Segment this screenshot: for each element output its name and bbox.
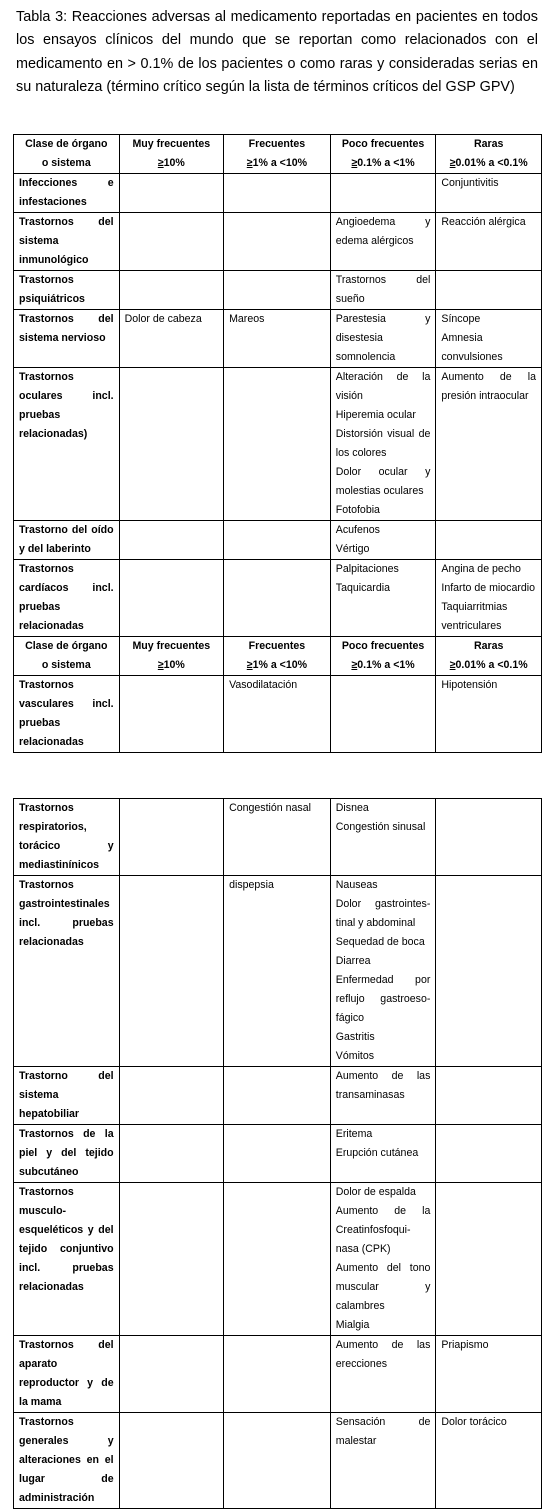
adverse-reaction: Reacción alérgica <box>441 216 526 228</box>
table-row <box>14 1183 542 1336</box>
frequency-cell-frec <box>224 876 331 1067</box>
frequency-cell-raras <box>436 521 542 560</box>
table-row <box>14 1336 542 1413</box>
adverse-reaction: Palpitaciones <box>335 563 399 575</box>
frequency-cell-frec <box>224 1336 331 1413</box>
column-header <box>330 637 436 676</box>
column-header <box>14 135 120 174</box>
table-row <box>14 560 542 637</box>
frequency-cell-frec <box>224 1125 331 1183</box>
table-row <box>14 213 542 271</box>
organ-class-cell: Trastorno del sistema hepatobiliar <box>14 1067 120 1125</box>
organ-class-cell: Trastorno del oído y del laberinto <box>14 521 120 560</box>
table-row <box>14 174 542 213</box>
adverse-reaction: Taquiarritmias ventriculares <box>441 601 508 632</box>
frequency-cell-poco <box>330 1183 436 1336</box>
organ-class-cell: Trastornos generales y alteraciones en el lugar de administración <box>14 1413 120 1509</box>
frequency-cell-poco <box>330 560 436 637</box>
adverse-reaction: Sequedad de boca <box>335 936 425 948</box>
adverse-reaction: Hipotensión <box>441 679 498 691</box>
adverse-reaction: dispepsia <box>229 879 274 891</box>
column-header-range <box>441 656 536 675</box>
adverse-reaction: Vértigo <box>335 543 370 555</box>
adverse-reaction: Dolor torácico <box>441 1416 507 1428</box>
frequency-cell-raras <box>436 368 542 521</box>
frequency-cell-poco <box>330 368 436 521</box>
frequency-cell-frec <box>224 1413 331 1509</box>
frequency-cell-raras <box>436 1125 542 1183</box>
frequency-cell-frec <box>224 271 331 310</box>
table-header-row <box>14 135 542 174</box>
adverse-reactions-table-part-2 <box>13 798 542 1509</box>
column-header <box>436 637 542 676</box>
frequency-cell-raras <box>436 1336 542 1413</box>
adverse-reaction: Mareos <box>229 313 265 325</box>
adverse-reaction: Aumento de la presión intraocular <box>441 371 536 402</box>
range-symbol: ≥ <box>157 157 164 169</box>
organ-class-cell: Trastornos oculares incl. pruebas relacionadas) <box>14 368 120 521</box>
frequency-cell-frec <box>224 368 331 521</box>
organ-class-cell: Trastornos cardíacos incl. pruebas relacionadas <box>14 560 120 637</box>
range-text: 1% a <10% <box>252 659 308 671</box>
frequency-cell-muy <box>119 368 223 521</box>
column-header-title: Muy frecuentes <box>132 138 211 150</box>
frequency-cell-poco <box>330 1413 436 1509</box>
adverse-reaction: Eritema <box>335 1128 373 1140</box>
frequency-cell-poco <box>330 1336 436 1413</box>
range-symbol: ≥ <box>449 157 456 169</box>
adverse-reaction: Trastornos del sueño <box>335 274 431 305</box>
frequency-cell-poco <box>330 271 436 310</box>
adverse-reaction: Erupción cutánea <box>335 1147 419 1159</box>
frequency-cell-poco <box>330 876 436 1067</box>
frequency-cell-muy <box>119 310 223 368</box>
table-row <box>14 310 542 368</box>
table-row <box>14 1125 542 1183</box>
adverse-reaction: Mialgia <box>335 1319 370 1331</box>
frequency-cell-muy <box>119 1413 223 1509</box>
column-header <box>119 135 223 174</box>
frequency-cell-muy <box>119 799 223 876</box>
frequency-cell-frec <box>224 521 331 560</box>
range-text: 0.1% a <1% <box>357 157 415 169</box>
adverse-reaction: Acufenos <box>335 524 380 536</box>
organ-class-cell: Trastornos de la piel y del tejido subcutáneo <box>14 1125 120 1183</box>
frequency-cell-raras <box>436 271 542 310</box>
frequency-cell-frec <box>224 676 331 753</box>
column-header-title: Clase de órgano <box>25 138 108 150</box>
table-caption: Tabla 3: Reacciones adversas al medicamento reportadas en pacientes en todos los ensayos clínicos del mundo que se reportan como relacionados con el medicamento en > 0.1% de los pacientes o como raras y consideradas serias en su naturaleza (término crítico según la lista de términos críticos del GSP GPV) <box>16 9 538 96</box>
range-symbol: ≥ <box>449 659 456 671</box>
frequency-cell-poco <box>330 310 436 368</box>
table-row <box>14 676 542 753</box>
adverse-reaction: Priapismo <box>441 1339 489 1351</box>
adverse-reaction: convulsiones <box>441 351 503 363</box>
range-symbol: ≥ <box>246 659 253 671</box>
column-header-title: Poco frecuentes <box>341 640 425 652</box>
column-header-subtitle: o sistema <box>41 157 91 169</box>
frequency-cell-poco <box>330 1067 436 1125</box>
frequency-cell-frec <box>224 213 331 271</box>
frequency-cell-muy <box>119 174 223 213</box>
adverse-reaction: Nauseas <box>335 879 378 891</box>
column-header-range <box>125 154 218 173</box>
frequency-cell-raras <box>436 876 542 1067</box>
column-header-title: Muy frecuentes <box>132 640 211 652</box>
frequency-cell-muy <box>119 1125 223 1183</box>
column-header-title: Clase de órgano <box>25 640 108 652</box>
column-header-range <box>125 656 218 675</box>
frequency-cell-muy <box>119 676 223 753</box>
adverse-reaction: Gastritis <box>335 1031 375 1043</box>
organ-class-cell: Trastornos respiratorios, torácico y mediastinínicos <box>14 799 120 876</box>
table-row <box>14 271 542 310</box>
range-text: 0.01% a <0.1% <box>455 659 528 671</box>
frequency-cell-frec <box>224 174 331 213</box>
frequency-cell-poco <box>330 1125 436 1183</box>
frequency-cell-raras <box>436 310 542 368</box>
table-row <box>14 368 542 521</box>
column-header <box>224 135 331 174</box>
adverse-reaction: Aumento del tono muscular y calambres <box>335 1262 431 1312</box>
frequency-cell-raras <box>436 1067 542 1125</box>
table-row <box>14 1413 542 1509</box>
column-header-range <box>229 154 325 173</box>
adverse-reaction: Aumento de las transaminasas <box>335 1070 431 1101</box>
frequency-cell-muy <box>119 876 223 1067</box>
frequency-cell-poco <box>330 676 436 753</box>
adverse-reaction: Distorsión visual de los colores <box>335 428 431 459</box>
adverse-reaction: Dolor ocular y molestias oculares <box>335 466 431 497</box>
range-text: 1% a <10% <box>252 157 308 169</box>
column-header <box>436 135 542 174</box>
column-header <box>119 637 223 676</box>
frequency-cell-muy <box>119 1067 223 1125</box>
adverse-reaction: Infarto de miocardio <box>441 582 536 594</box>
frequency-cell-muy <box>119 1183 223 1336</box>
adverse-reaction: Dolor de cabeza <box>124 313 202 325</box>
organ-class-cell: Infecciones e infestaciones <box>14 174 120 213</box>
frequency-cell-frec <box>224 799 331 876</box>
column-header <box>14 637 120 676</box>
adverse-reaction: Parestesia y disestesia <box>335 313 431 344</box>
adverse-reaction: Fotofobia <box>335 504 380 516</box>
adverse-reaction: somnolencia <box>335 351 396 363</box>
organ-class-cell: Trastornos del sistema nervioso <box>14 310 120 368</box>
table-row <box>14 521 542 560</box>
organ-class-cell: Trastornos del sistema inmunológico <box>14 213 120 271</box>
frequency-cell-poco <box>330 521 436 560</box>
frequency-cell-poco <box>330 799 436 876</box>
adverse-reaction: Diarrea <box>335 955 371 967</box>
organ-class-cell: Trastornos psiquiátricos <box>14 271 120 310</box>
range-symbol: ≥ <box>351 157 358 169</box>
adverse-reaction: Congestión nasal <box>229 802 311 814</box>
column-header <box>330 135 436 174</box>
column-header-title: Poco frecuentes <box>341 138 425 150</box>
organ-class-cell: Trastornos musculo-esqueléticos y del tejido conjuntivo incl. pruebas relacionadas <box>14 1183 120 1336</box>
frequency-cell-muy <box>119 271 223 310</box>
frequency-cell-frec <box>224 1067 331 1125</box>
adverse-reaction: Taquicardia <box>335 582 390 594</box>
adverse-reaction: Disnea <box>335 802 369 814</box>
column-header-range <box>229 656 325 675</box>
adverse-reaction: Amnesia <box>441 332 483 344</box>
column-header-title: Raras <box>473 138 504 150</box>
organ-class-cell: Trastornos gastrointestinales incl. pruebas relacionadas <box>14 876 120 1067</box>
frequency-cell-frec <box>224 310 331 368</box>
adverse-reaction: Angioedema y edema alérgicos <box>335 216 431 247</box>
table-row <box>14 799 542 876</box>
adverse-reaction: Vasodilatación <box>229 679 298 691</box>
frequency-cell-muy <box>119 521 223 560</box>
table-row <box>14 876 542 1067</box>
column-header-range <box>336 656 431 675</box>
range-text: 10% <box>163 659 185 671</box>
frequency-cell-poco <box>330 174 436 213</box>
adverse-reaction: Dolor gastrointes-tinal y abdominal <box>335 898 431 929</box>
adverse-reaction: Angina de pecho <box>441 563 521 575</box>
adverse-reaction: Alteración de la visión <box>335 371 431 402</box>
column-header-range <box>441 154 536 173</box>
adverse-reaction: Conjuntivitis <box>441 177 499 189</box>
range-text: 10% <box>163 157 185 169</box>
frequency-cell-raras <box>436 1183 542 1336</box>
frequency-cell-muy <box>119 213 223 271</box>
frequency-cell-muy <box>119 1336 223 1413</box>
frequency-cell-raras <box>436 799 542 876</box>
range-text: 0.01% a <0.1% <box>455 157 528 169</box>
range-symbol: ≥ <box>157 659 164 671</box>
adverse-reactions-table-part-1 <box>13 134 542 753</box>
frequency-cell-raras <box>436 676 542 753</box>
column-header-title: Frecuentes <box>248 640 306 652</box>
organ-class-cell: Trastornos vasculares incl. pruebas relacionadas <box>14 676 120 753</box>
adverse-reaction: Enfermedad por reflujo gastroeso-fágico <box>335 974 431 1024</box>
organ-class-cell: Trastornos del aparato reproductor y de la mama <box>14 1336 120 1413</box>
adverse-reaction: Aumento de la Creatinfosfoqui-nasa (CPK) <box>335 1205 431 1255</box>
frequency-cell-frec <box>224 1183 331 1336</box>
frequency-cell-raras <box>436 174 542 213</box>
adverse-reaction: Vómitos <box>335 1050 375 1062</box>
table-header-row <box>14 637 542 676</box>
range-symbol: ≥ <box>351 659 358 671</box>
adverse-reaction: Congestión sinusal <box>335 821 426 833</box>
range-text: 0.1% a <1% <box>357 659 415 671</box>
frequency-cell-raras <box>436 560 542 637</box>
table-row <box>14 1067 542 1125</box>
frequency-cell-poco <box>330 213 436 271</box>
adverse-reaction: Hiperemia ocular <box>335 409 416 421</box>
adverse-reaction: Aumento de las erecciones <box>335 1339 431 1370</box>
adverse-reaction: Sensación de malestar <box>335 1416 431 1447</box>
column-header-title: Raras <box>473 640 504 652</box>
column-header-title: Frecuentes <box>248 138 306 150</box>
frequency-cell-raras <box>436 1413 542 1509</box>
column-header-subtitle: o sistema <box>41 659 91 671</box>
adverse-reaction: Dolor de espalda <box>335 1186 416 1198</box>
column-header <box>224 637 331 676</box>
frequency-cell-raras <box>436 213 542 271</box>
column-header-range <box>336 154 431 173</box>
range-symbol: ≥ <box>246 157 253 169</box>
frequency-cell-muy <box>119 560 223 637</box>
adverse-reaction: Síncope <box>441 313 481 325</box>
frequency-cell-frec <box>224 560 331 637</box>
